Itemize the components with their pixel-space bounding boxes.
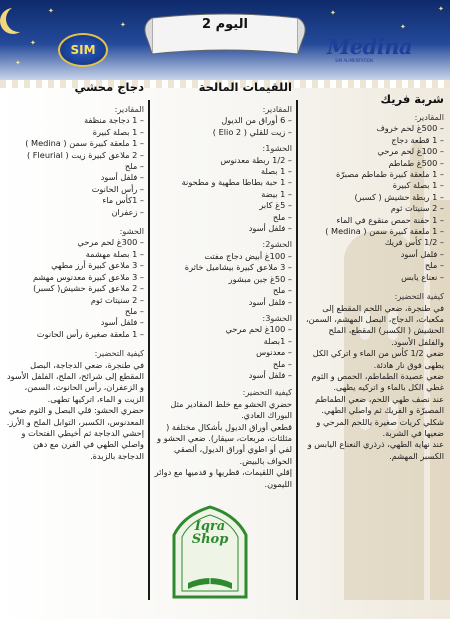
stuffing-item: – 1 بصلة: [260, 166, 292, 177]
ingredient-item: – زعفران: [111, 206, 144, 217]
stuffing-item: – 100غ لحم مرحي: [225, 324, 292, 335]
stuffing-item: – 3 ملاعق كبيرة أرز مطهي: [51, 260, 144, 271]
medina-logo-subtitle: SIM ALIMENTATION: [335, 58, 373, 63]
stuffing-item: – فلفل أسود: [100, 317, 144, 328]
stuffing-item: – فلفل أسود: [248, 369, 292, 380]
ingredient-item: – رأس الحانوت: [91, 183, 144, 194]
ingredient-item: – 500غ طماطم: [388, 157, 444, 168]
stuffing-item: – 1 بيضة: [261, 188, 292, 199]
stuffing-item: – 1 ملعقة صغيرة رأس الحانوت: [36, 328, 144, 339]
star-icon: ✦: [48, 7, 54, 15]
ingredient-item: – 1 حفنة حمص منقوع في الماء: [336, 214, 444, 225]
star-icon: ✦: [400, 23, 406, 31]
preparation-heading: كيفية التحضير:: [242, 387, 292, 398]
preparation-step: ضعي عصيدة الطماطم، الحمص و الثوم غطي الكل بالماء و اتركيه يطهى.: [311, 370, 444, 393]
ingredient-item: – 2 سنيتات ثوم: [390, 203, 444, 214]
ingredient-item: – فلفل أسود: [400, 248, 444, 259]
stuffing-heading: الحشو1:: [262, 143, 292, 154]
stuffing-item: – فلفل أسود: [248, 296, 292, 307]
preparation-step: في طنجرة، ضعي اللحم المقطع إلى مكعبات، الدجاج، البصل المهشم، السمن، الحشيش ( الكسبر) المقطع، الملح والفلفل الأسود.: [305, 302, 444, 347]
stuffing-item: – 300غ لحم مرحي: [77, 237, 144, 248]
preparation-step: إحشي الدجاجة ثم أخيطي الفتحات و واصلي الطهي في الفرن مع دهن الدجاجة بالزبدة.: [21, 427, 144, 461]
star-icon: ✦: [438, 5, 444, 13]
stuffing-item: – فلفل أسود: [248, 223, 292, 234]
ingredients-heading: المقادير:: [114, 104, 144, 114]
ingredient-item: – 500غ لحم خروف: [376, 123, 444, 134]
ingredient-item: – نعناع يابس: [401, 271, 444, 282]
recipe-title: دجاج محشي: [74, 80, 144, 94]
medina-logo-text: Medina: [327, 34, 413, 59]
stuffing-item: – 3 ملاعق كبيرة بيشاميل خاثرة: [184, 262, 292, 273]
ingredient-item: – 1 ملعقة كبيرة طماطم مصبرّة: [335, 169, 444, 180]
stuffing-item: – معدنوس: [256, 347, 292, 358]
star-icon: ✦: [120, 21, 126, 29]
stuffing-item: – 1 بصلة مهشمة: [85, 248, 144, 259]
preparation-heading: كيفية التحضير:: [94, 348, 144, 359]
ingredient-item: – 1 بصلة كبيرة: [392, 180, 444, 191]
preparation-step: عند نصف طهي اللحم، ضعي الطماطم المصبرّة و الفريك ثم واصلي الطهي. شكلي كريات صغيرة باللحم المرحي و ضعيها في الشربة.: [315, 393, 444, 438]
preparation-step: ضعي 1/2 كأس من الماء و اتركي الكل يطهى فوق نار هادئة.: [312, 348, 444, 370]
preparation-step: إقلي اللقيمات، قطريها و قدميها مع دوائر الليمون.: [154, 467, 292, 489]
recipe-stuffed-chicken: [6, 80, 144, 462]
ingredient-item: – 1 ملعقة كبيرة سمن ( Medina ): [325, 226, 444, 237]
stuffing-item: – 1بصلة: [263, 335, 292, 346]
ingredient-item: – 1/2 كأس فريك: [384, 237, 444, 248]
ingredients-heading: المقادير:: [414, 112, 444, 122]
ingredient-item: – 100غ لحم مرحي: [377, 146, 444, 157]
stuffing-item: – 2 ملاعق كبيرة حشيش( كسبر): [33, 283, 144, 294]
ingredient-item: – زيت للقلي ( Elio 2 ): [212, 126, 292, 137]
stuffing-heading: الحشو3:: [262, 312, 292, 323]
ingredient-item: – فلفل أسود: [100, 172, 144, 183]
preparation-heading: كيفية التحضير:: [394, 291, 444, 302]
star-icon: ✦: [15, 59, 21, 67]
preparation-step: قطعي أوراق الديول بأشكال مختلفة ( مثلثات، مربعات، سيقار). ضعي الحشو و لفي أو اطوي أوراق الديول، ألصقي الحواف بالبيض.: [157, 421, 292, 466]
iqra-shop-text: [185, 520, 235, 546]
ingredient-item: – 1كأس ماء: [102, 195, 144, 206]
ingredient-item: – ملح: [124, 161, 144, 172]
stuffing-item: – 100غ أبيض دجاج مفتت: [204, 250, 292, 261]
ingredients-heading: المقادير:: [262, 104, 292, 114]
preparation-step: عند نهاية الطهي، ذرذري النعناع اليابس و الكسبر المهشم.: [307, 439, 444, 461]
ingredient-item: – 1 بصلة كبيرة: [92, 126, 144, 137]
stuffing-item: – 2 سنيتات ثوم: [90, 294, 144, 305]
preparation-step: حضري الحشو: قلي البصل و الثوم ضعي المعدنوس، الكسبر، التوابل الملح و الأرز.: [6, 405, 144, 427]
stuffing-item: – 3 ملاعق كبيرة معدنوس مهشم: [32, 271, 144, 282]
stuffing-item: – 1 حبة بطاطا مطهية و مطحونة: [181, 177, 292, 188]
star-icon: ✦: [330, 9, 336, 17]
preparation-step: في طنجرة، ضعي الدجاجة، البصل المقطع إلى شرائح، الملح، الفلفل الأسود و الزعفران، رأس الحانوت، السمن، الزيت و الماء، اتركيها تطهى.: [7, 359, 144, 404]
stuffing-item: – 5غ كابر: [259, 200, 292, 211]
recipe-title: شربة فريك: [380, 92, 444, 106]
ingredient-item: – 2 ملاعق كبيرة زيت ( Fleurial ): [27, 149, 144, 160]
star-icon: ✦: [30, 39, 36, 47]
stuffing-item: – ملح: [124, 305, 144, 316]
stuffing-heading: الحشو2:: [262, 239, 292, 250]
stuffing-item: – 1/2 ربطة معدنوس: [220, 154, 292, 165]
stuffing-item: – ملح: [272, 358, 292, 369]
recipe-chorba-freek: [300, 92, 444, 462]
ingredient-item: – 1 ربطة حشيش ( كسبر): [354, 191, 444, 202]
stuffing-item: – ملح: [272, 211, 292, 222]
day-title: اليوم 2: [202, 17, 248, 32]
preparation-step: حضري الحشو مع خلط المقادير مثل البوراك العادي.: [170, 398, 292, 421]
stuffing-heading: الحشو:: [119, 226, 144, 237]
recipe-salted-bites: [152, 80, 292, 490]
badge-line-2: Shop: [191, 532, 229, 547]
ingredient-item: – 6 أوراق من الديول: [221, 115, 292, 126]
recipe-title: اللقيمات المالحة: [198, 80, 292, 94]
medina-logo: [321, 34, 421, 64]
column-divider: [148, 100, 150, 600]
ingredient-item: – 1 دجاجة منظفة: [84, 115, 144, 126]
sim-logo: SIM: [58, 33, 108, 67]
crescent-moon-icon: [6, 6, 32, 32]
column-divider: [296, 100, 298, 600]
stuffing-item: – ملح: [272, 285, 292, 296]
badge-line-1: Iqra: [194, 519, 226, 534]
ingredient-item: – 1 قطعة دجاج: [391, 134, 444, 145]
ingredient-item: – ملح: [424, 260, 444, 271]
stuffing-item: – 50غ جبن مبشور: [228, 273, 292, 284]
ingredient-item: – 1 ملعقة كبيرة سمن ( Medina ): [25, 138, 144, 149]
